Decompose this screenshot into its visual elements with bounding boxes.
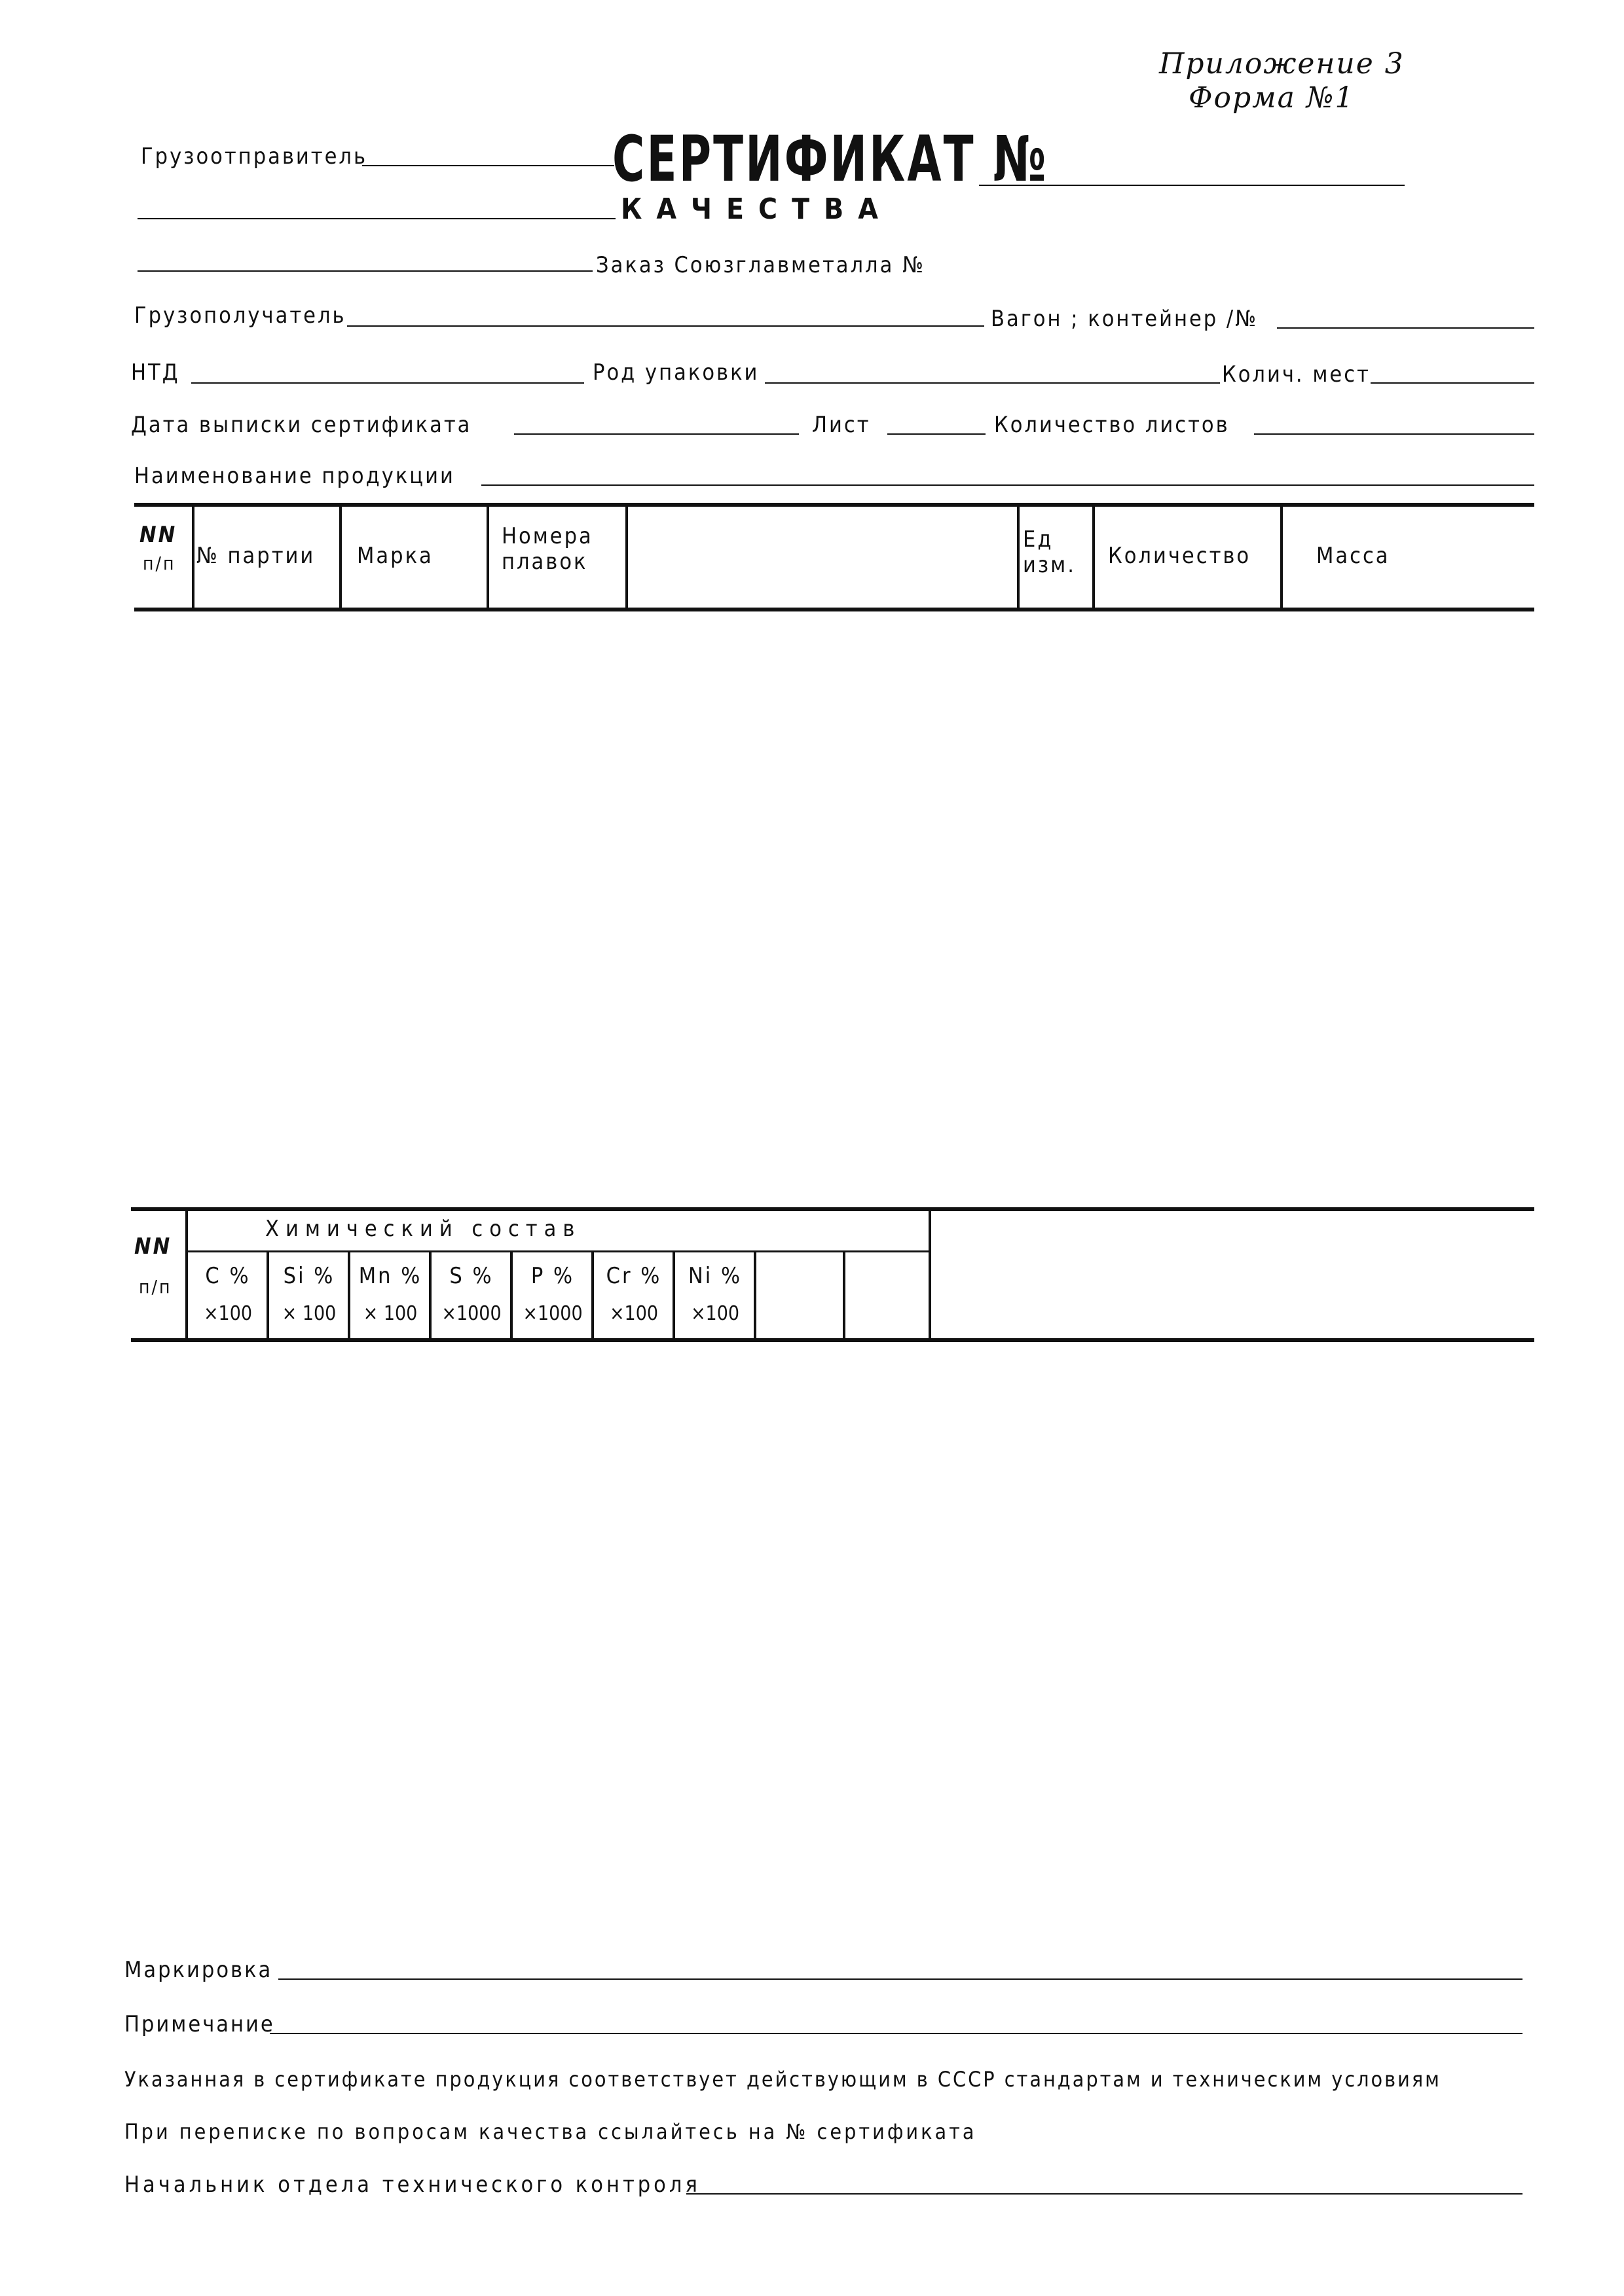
- marking-field[interactable]: [278, 1978, 1522, 1980]
- packaging-field[interactable]: [765, 382, 1220, 384]
- shipper-label: Грузоотправитель: [141, 143, 367, 170]
- t1-col-heats: Номера плавок: [502, 523, 593, 575]
- appendix-note: Приложение 3: [1159, 47, 1405, 81]
- t1-col-unit: Ед изм.: [1023, 526, 1076, 579]
- t1-col-quantity: Количество: [1108, 543, 1251, 569]
- t2-elem-p: P %: [530, 1263, 575, 1289]
- wagon-label: Вагон ; контейнер /№: [991, 306, 1259, 332]
- issue-date-label: Дата выписки сертификата: [131, 412, 472, 438]
- shipper-field-2[interactable]: [138, 218, 616, 219]
- t2-mult-mn: × 100: [363, 1302, 418, 1325]
- chief-signature-field[interactable]: [686, 2193, 1522, 2195]
- compliance-statement: Указанная в сертификате продукция соответствует действующим в СССР стандартам и техническим условиям: [124, 2067, 1441, 2092]
- t2-mult-ni: ×100: [690, 1302, 740, 1325]
- issue-date-field[interactable]: [514, 433, 799, 435]
- sheet-field[interactable]: [887, 433, 986, 435]
- t2-elem-s: S %: [449, 1263, 494, 1289]
- consignee-field[interactable]: [347, 325, 984, 327]
- t2-elem-si: Si %: [283, 1263, 335, 1289]
- note-label: Примечание: [124, 2011, 275, 2037]
- places-field[interactable]: [1371, 382, 1534, 384]
- marking-label: Маркировка: [124, 1957, 273, 1983]
- t1-col-grade: Марка: [357, 543, 434, 569]
- t2-elem-mn: Mn %: [358, 1263, 422, 1289]
- sheet-count-label: Количество листов: [994, 412, 1230, 438]
- t2-col-nn-sub: п/п: [139, 1276, 172, 1298]
- certificate-title: СЕРТИФИКАТ №: [612, 122, 1048, 196]
- t2-mult-s: ×1000: [441, 1302, 502, 1325]
- t2-mult-p: ×1000: [523, 1302, 583, 1325]
- form-note: Форма №1: [1189, 81, 1355, 115]
- packaging-label: Род упаковки: [593, 359, 760, 386]
- wagon-field[interactable]: [1277, 327, 1534, 329]
- ntd-field[interactable]: [191, 382, 584, 384]
- reference-statement: При переписке по вопросам качества ссылайтесь на № сертификата: [124, 2119, 977, 2144]
- t2-elem-ni: Ni %: [688, 1263, 743, 1289]
- certificate-subtitle: КАЧЕСТВА: [621, 192, 893, 226]
- sheet-count-field[interactable]: [1254, 433, 1534, 435]
- t2-mult-cr: ×100: [609, 1302, 659, 1325]
- note-field[interactable]: [270, 2033, 1522, 2034]
- order-label: Заказ Союзглавметалла №: [596, 252, 925, 278]
- t2-mult-c: ×100: [203, 1302, 253, 1325]
- product-name-field[interactable]: [481, 484, 1534, 486]
- t2-group-header: Химический состав: [265, 1216, 581, 1242]
- t1-col-mass: Масса: [1316, 543, 1390, 569]
- t1-col-nn-sub: п/п: [143, 553, 176, 574]
- t2-elem-c: C %: [205, 1263, 251, 1289]
- chief-label: Начальник отдела технического контроля: [124, 2172, 701, 2198]
- t2-mult-si: × 100: [282, 1302, 337, 1325]
- places-label: Колич. мест: [1222, 361, 1371, 388]
- t2-col-nn: NN: [134, 1233, 172, 1260]
- t1-col-nn: NN: [139, 522, 177, 548]
- shipper-field-3[interactable]: [138, 270, 593, 272]
- ntd-label: НТД: [131, 359, 180, 386]
- t1-col-batch: № партии: [196, 543, 316, 569]
- sheet-label: Лист: [812, 412, 871, 438]
- shipper-field-1[interactable]: [362, 165, 614, 166]
- product-name-label: Наименование продукции: [134, 463, 455, 489]
- certificate-number-line[interactable]: [979, 185, 1405, 186]
- t2-elem-cr: Cr %: [606, 1263, 662, 1289]
- consignee-label: Грузополучатель: [134, 302, 346, 329]
